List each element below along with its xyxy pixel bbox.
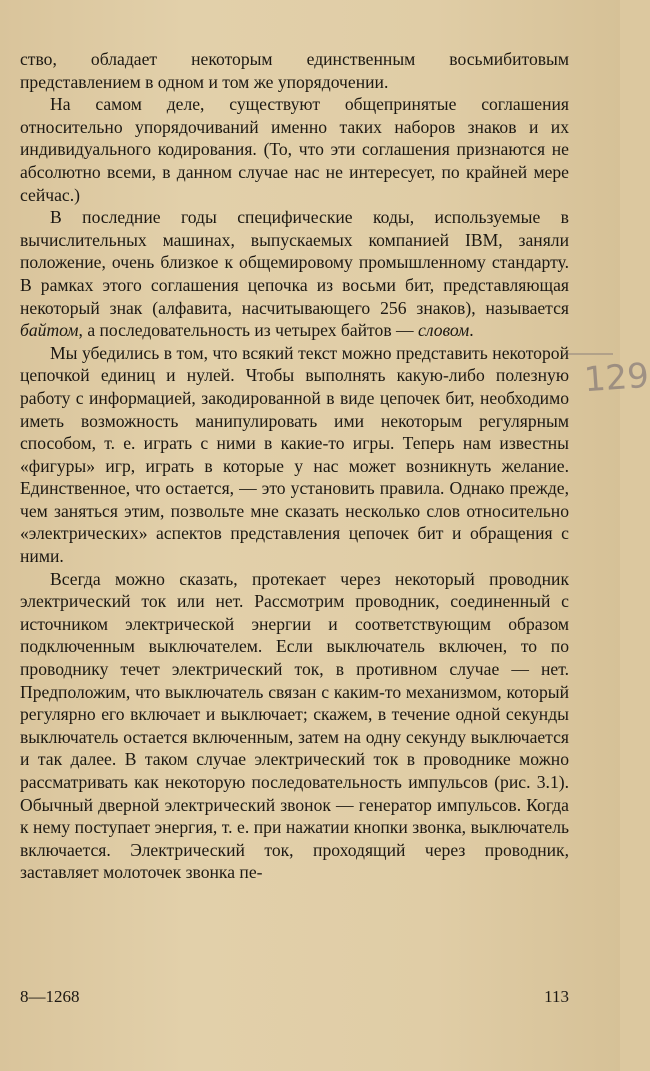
- paragraph-3-text-a: В последние годы специфические коды, используемые в вычислительных машинах, выпускаемых компанией IBM, заняли положение, очень близкое к общемировому промышленному стандарту. В рамках этого соглашения цепочка из восьми бит, представляющая некоторый знак (алфавита, насчитывающего 256 знаков), называется: [20, 207, 569, 318]
- margin-handwritten-note: 129: [582, 355, 650, 401]
- term-byte: байтом: [20, 320, 79, 341]
- paragraph-3: [20, 206, 569, 342]
- paragraph-3-text-b: , а последовательность из четырех байтов —: [78, 320, 419, 341]
- printer-signature: 8—1268: [20, 987, 80, 1006]
- paragraph-4: Мы убедились в том, что всякий текст можно представить некоторой цепочкой единиц и нулей. Чтобы выполнять какую-либо полезную работу с информацией, закодированной в виде цепочек бит, необходимо иметь возможность манипулировать ими некоторым регулярным способом, т. е. играть с ними в какие-то игры. Теперь нам известны «фигуры» игр, играть в которые у нас может возникнуть желание. Единственное, что остается, — это установить правила. Однако прежде, чем заняться этим, позвольте мне сказать несколько слов относительно «электрических» аспектов представления цепочек бит и обращения с ними.: [20, 342, 569, 567]
- paragraph-1: ство, обладает некоторым единственным восьмибитовым представлением в одном и том же упорядочении.: [20, 49, 569, 92]
- term-word: словом: [418, 320, 470, 341]
- margin-pencil-stroke: [565, 353, 613, 355]
- paragraph-5: Всегда можно сказать, протекает через некоторый проводник электрический ток или нет. Рассмотрим проводник, соединенный с источником электрической энергии и соответствующим образом подключенным выключателем. Если выключатель включен, то по проводнику течет электрический ток, в противном случае — нет. Предположим, что выключатель связан с каким-то механизмом, который регулярно его включает и выключает; скажем, в течение одной секунды выключатель остается включенным, затем на одну секунду выключается и так далее. В таком случае электрический ток в проводнике можно рассматривать как некоторую последовательность импульсов (рис. 3.1). Обычный дверной электрический звонок — генератор импульсов. Когда к нему поступает энергия, т. е. при нажатии кнопки звонка, выключатель включается. Электрический ток, проходящий через проводник, заставляет молоточек звонка пе-: [20, 568, 569, 883]
- page-number: 113: [544, 987, 569, 1006]
- paragraph-3-text-c: .: [469, 320, 474, 341]
- paragraph-2: На самом деле, существуют общепринятые соглашения относительно упорядочиваний именно таких наборов знаков и их индивидуального кодирования. (То, что эти соглашения признаются не абсолютно всеми, в данном случае нас не интересует, по крайней мере сейчас.): [20, 94, 569, 205]
- body-text: [20, 48, 569, 884]
